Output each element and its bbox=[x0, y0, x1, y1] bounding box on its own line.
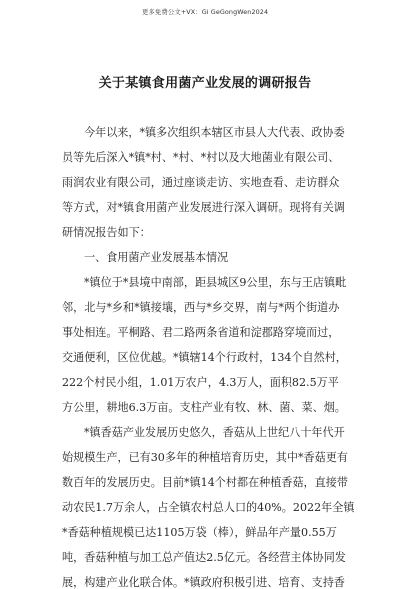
body-line: 等方式，对*镇食用菌产业发展进行深入调研。现将有关调 bbox=[62, 201, 345, 214]
body-line: 员等先后深入*镇*村、*村、*村以及大地菌业有限公司、 bbox=[62, 151, 340, 164]
body-line: 数百年的发展历史。目前*镇14个村都在种植香菇，直接带 bbox=[62, 476, 348, 489]
body-line: 今年以来，*镇多次组织本辖区市县人大代表、政协委 bbox=[84, 126, 345, 139]
body-line: 邻，北与*乡和*镇接壤，西与*乡交界，南与*两个街道办 bbox=[62, 301, 340, 314]
body-line: *镇位于*县境中南部，距县城区9公里，东与王店镇毗 bbox=[84, 276, 347, 289]
body-line: 雨润农业有限公司，通过座谈走访、实地查看、走访群众 bbox=[62, 176, 340, 189]
body-line: 吨，香菇种植与加工总产值达2.5亿元。各经营主体协同发 bbox=[62, 551, 346, 564]
body-line: *香菇种植规模已达1105万袋（棒），鲜品年产量0.55万 bbox=[62, 526, 337, 539]
body-line: 始规模生产，已有30多年的种植培育历史，其中*香菇更有 bbox=[62, 451, 348, 464]
body-line: *镇香菇产业发展历史悠久，香菇从上世纪八十年代开 bbox=[84, 426, 345, 439]
body-line: 展，构建产业化联合体。*镇政府积极引进、培育、支持香 bbox=[62, 576, 345, 589]
header-note: 更多免费公文+VX：Gi GeGongWen2024 bbox=[141, 8, 269, 16]
body-line: 研情况报告如下： bbox=[62, 226, 151, 239]
body-line: 交通便利，区位优越。*镇辖14个行政村，134个自然村， bbox=[62, 351, 347, 364]
document-title: 关于某镇食用菌产业发展的调研报告 bbox=[98, 76, 312, 91]
body-line: 动农民1.7万余人，占全镇农村总人口的40%。2022年全镇 bbox=[62, 501, 355, 514]
body-line: 方公里，耕地6.3万亩。支柱产业有牧、林、菌、菜、烟。 bbox=[62, 401, 346, 414]
body-line: 222个村民小组，1.01万农户，4.3万人，面积82.5万平 bbox=[62, 376, 339, 389]
section-heading: 一、食用菌产业发展基本情况 bbox=[84, 251, 229, 264]
body-line: 事处相连。平桐路、君二路两条省道和淀郡路穿境而过， bbox=[62, 326, 340, 339]
